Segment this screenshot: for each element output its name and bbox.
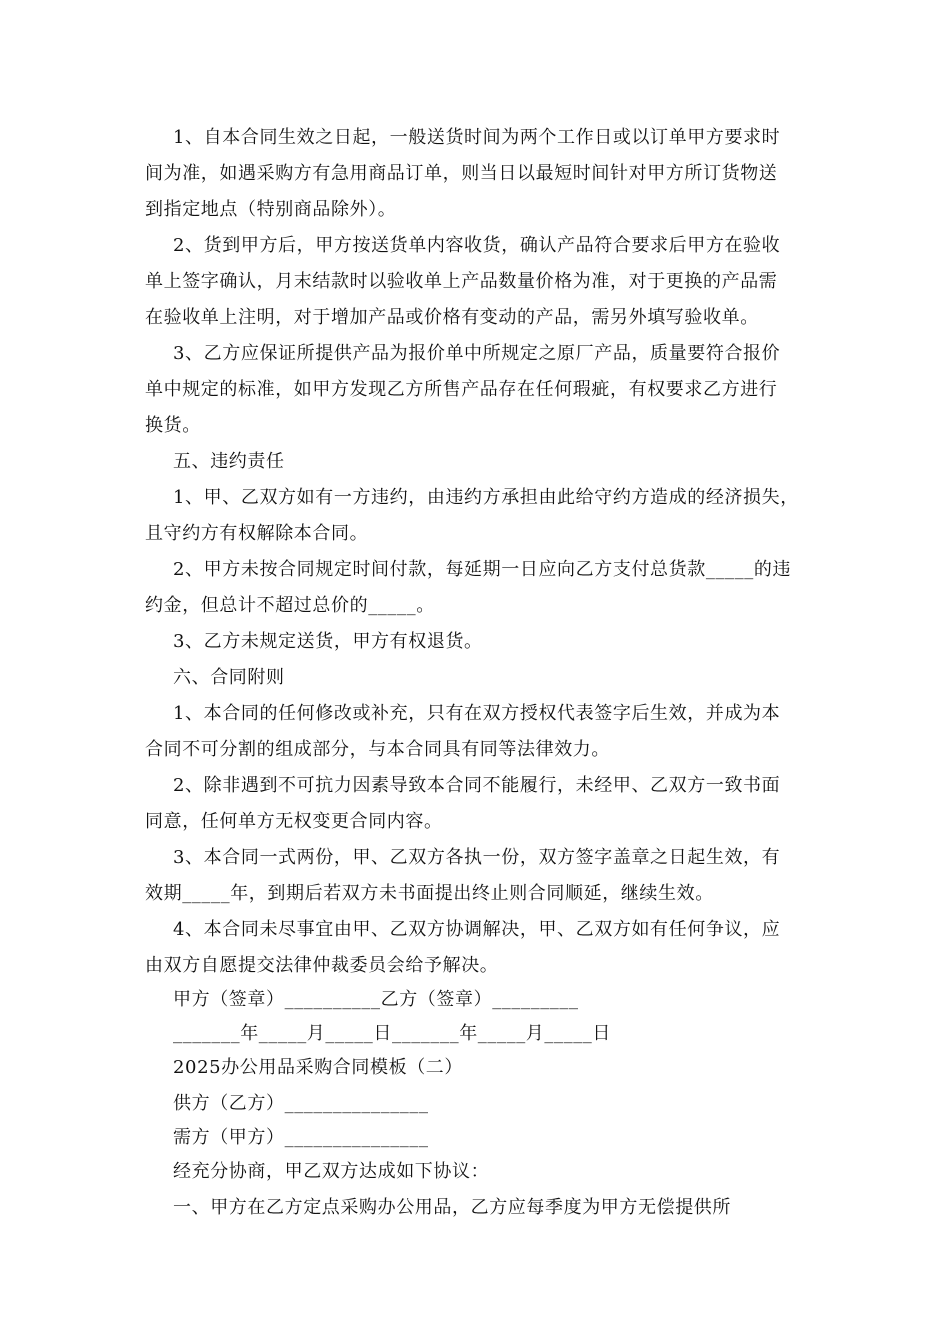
paragraph-line: 由双方自愿提交法律仲裁委员会给予解决。 <box>145 955 499 976</box>
date-line: _______年_____月_____日_______年_____月_____日 <box>173 1023 611 1044</box>
paragraph-line: 且守约方有权解除本合同。 <box>145 523 369 544</box>
paragraph-line: 一、甲方在乙方定点采购办公用品，乙方应每季度为甲方无偿提供所 <box>173 1197 731 1218</box>
signature-line: 甲方（签章）__________乙方（签章）_________ <box>173 989 579 1010</box>
paragraph-line: 3、本合同一式两份，甲、乙双方各执一份，双方签字盖章之日起生效，有 <box>173 847 781 868</box>
supplier-field: 供方（乙方）_______________ <box>173 1093 429 1114</box>
document-title: 2025办公用品采购合同模板（二） <box>173 1057 464 1078</box>
paragraph-line: 1、甲、乙双方如有一方违约，由违约方承担由此给守约方造成的经济损失， <box>173 487 799 508</box>
section-heading: 六、合同附则 <box>173 667 285 688</box>
paragraph-line: 约金，但总计不超过总价的_____。 <box>145 595 435 616</box>
paragraph-line: 单中规定的标准，如甲方发现乙方所售产品存在任何瑕疵，有权要求乙方进行 <box>145 379 778 400</box>
paragraph-line: 1、自本合同生效之日起，一般送货时间为两个工作日或以订单甲方要求时 <box>173 127 781 148</box>
paragraph-line: 合同不可分割的组成部分，与本合同具有同等法律效力。 <box>145 739 610 760</box>
paragraph-line: 间为准，如遇采购方有急用商品订单，则当日以最短时间针对甲方所订货物送 <box>145 163 778 184</box>
buyer-field: 需方（甲方）_______________ <box>173 1127 429 1148</box>
paragraph-line: 同意，任何单方无权变更合同内容。 <box>145 811 443 832</box>
paragraph-line: 到指定地点（特别商品除外）。 <box>145 199 397 220</box>
paragraph-line: 单上签字确认，月末结款时以验收单上产品数量价格为准，对于更换的产品需 <box>145 271 778 292</box>
section-heading: 五、违约责任 <box>173 451 285 472</box>
paragraph-line: 效期_____年，到期后若双方未书面提出终止则合同顺延，继续生效。 <box>145 883 714 904</box>
paragraph-line: 2、除非遇到不可抗力因素导致本合同不能履行，未经甲、乙双方一致书面 <box>173 775 781 796</box>
paragraph-line: 1、本合同的任何修改或补充，只有在双方授权代表签字后生效，并成为本 <box>173 703 781 724</box>
paragraph-line: 4、本合同未尽事宜由甲、乙双方协调解决，甲、乙双方如有任何争议，应 <box>173 919 781 940</box>
paragraph-line: 3、乙方未规定送货，甲方有权退货。 <box>173 631 483 652</box>
paragraph-line: 3、乙方应保证所提供产品为报价单中所规定之原厂产品，质量要符合报价 <box>173 343 781 364</box>
paragraph-line: 换货。 <box>145 415 201 436</box>
paragraph-line: 经充分协商，甲乙双方达成如下协议： <box>173 1161 490 1182</box>
paragraph-line: 在验收单上注明，对于增加产品或价格有变动的产品，需另外填写验收单。 <box>145 307 759 328</box>
paragraph-line: 2、甲方未按合同规定时间付款，每延期一日应向乙方支付总货款_____的违 <box>173 559 792 580</box>
paragraph-line: 2、货到甲方后，甲方按送货单内容收货，确认产品符合要求后甲方在验收 <box>173 235 781 256</box>
